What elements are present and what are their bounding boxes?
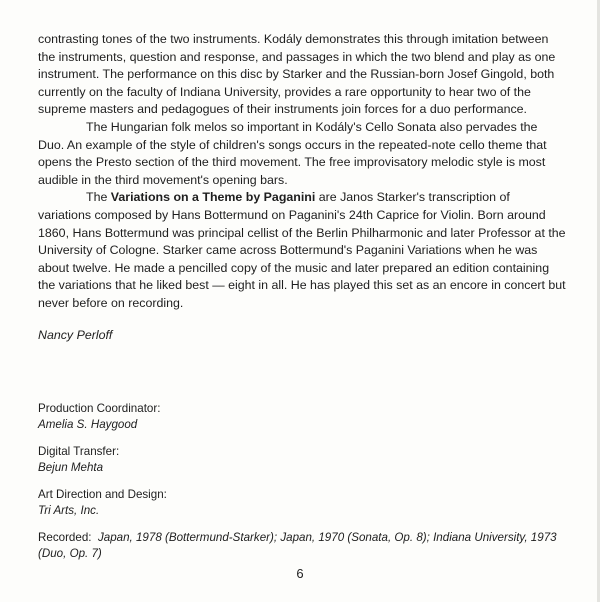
paragraph-1: contrasting tones of the two instruments. Kodály demonstrates this through imitation between the instruments, question and response, and passages in which the two blend and play as one instrument. The performance on this disc by Starker and the Russian-born Josef Gingold, both currently on the faculty of Indiana University, provides a rare opportunity to hear two of the supreme masters and pedagogues of their instruments join forces for a duo performance. — [38, 32, 556, 117]
credit-role: Art Direction and Design: — [38, 488, 167, 501]
credit-art-direction — [38, 487, 568, 518]
liner-notes-text — [38, 31, 566, 313]
paragraph-3-lead: The — [86, 190, 111, 205]
recording-info — [38, 530, 568, 561]
credit-name: Amelia S. Haygood — [38, 417, 138, 431]
recorded-label: Recorded: — [38, 531, 92, 544]
recorded-value: Japan, 1978 (Bottermund-Starker); Japan, 1970 (Sonata, Op. 8); Indiana University, 1973 (Duo, Op. 7) — [38, 531, 557, 560]
credit-digital-transfer — [38, 444, 568, 475]
paragraph-3-rest: are Janos Starker's transcription of variations composed by Hans Bottermund on Paganini's 24th Caprice for Violin. Born around 1860, Hans Bottermund was principal cellist of the Berlin Philharmonic and later Professor at the University of Cologne. Starker came across Bottermund's Paganini Variations when he was about twelve. He made a pencilled copy of the music and later prepared an edition containing the variations that he liked best — eight in all. He has played this set as an encore in concert but never before on recording. — [38, 190, 566, 310]
credit-role: Digital Transfer: — [38, 445, 120, 458]
credit-production-coordinator — [38, 401, 568, 432]
credit-name: Bejun Mehta — [38, 460, 104, 474]
paragraph-3 — [38, 189, 566, 312]
author-signature: Nancy Perloff — [38, 328, 113, 342]
credit-name: Tri Arts, Inc. — [38, 503, 100, 517]
credits-block — [38, 401, 568, 561]
page-number: 6 — [296, 566, 304, 581]
credit-role: Production Coordinator: — [38, 402, 161, 415]
paragraph-2: The Hungarian folk melos so important in Kodály's Cello Sonata also pervades the Duo. An example of the style of children's songs occurs in the repeated-note cello theme that opens the Presto section of the third movement. The free improvisatory melodic style is most audible in the third movement's opening bars. — [38, 119, 547, 187]
work-title: Variations on a Theme by Paganini — [110, 190, 316, 205]
